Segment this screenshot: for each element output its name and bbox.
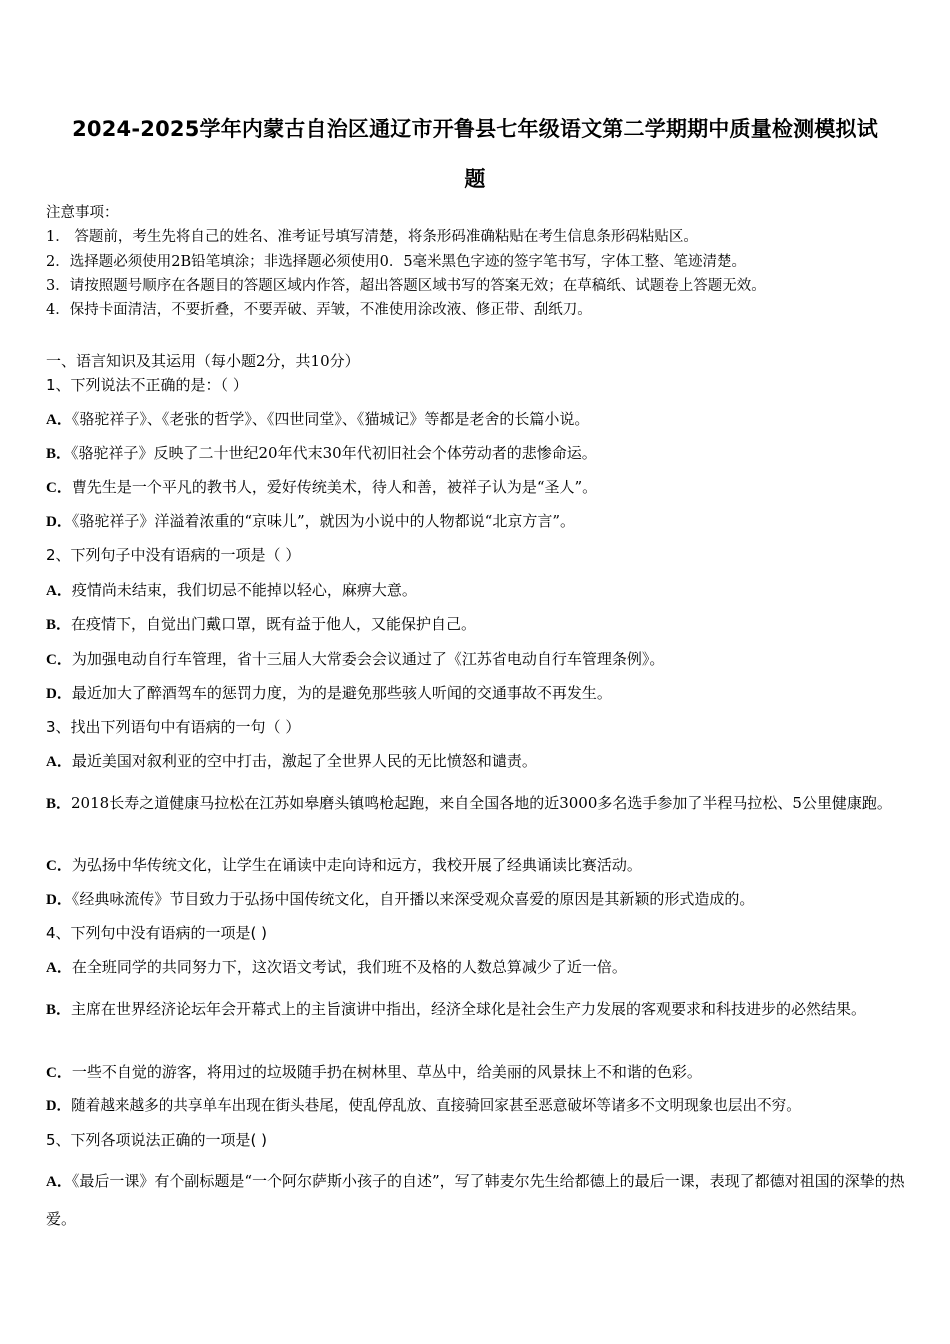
option-text: 《最后一课》有个副标题是“一个阿尔萨斯小孩子的自述”，写了韩麦尔先生给都德上的最后一课，表现了都德对祖国的深挚的热爱。	[46, 1172, 905, 1228]
option-label: A．	[46, 412, 72, 428]
question-2-option-a	[46, 580, 417, 601]
option-text: 2018长寿之道健康马拉松在江苏如皋磨头镇鸣枪起跑，来自全国各地的近3000多名选手参加了半程马拉松、5公里健康跑。	[71, 794, 892, 812]
option-label: C．	[46, 1065, 72, 1081]
option-label: A．	[46, 1174, 72, 1190]
question-2-option-b	[46, 614, 476, 635]
notice-item-4: 4．保持卡面清洁，不要折叠，不要弄破、弄皱，不准使用涂改液、修正带、刮纸刀。	[46, 302, 592, 318]
notice-item-3: 3．请按照题号顺序在各题目的答题区域内作答，超出答题区域书写的答案无效；在草稿纸、试题卷上答题无效。	[46, 278, 766, 294]
option-text: 最近美国对叙利亚的空中打击，激起了全世界人民的无比愤怒和谴责。	[71, 752, 537, 770]
option-label: C．	[46, 652, 72, 668]
option-label: B．	[46, 617, 72, 633]
question-1-option-c	[46, 477, 597, 498]
question-2-option-c	[46, 649, 664, 670]
option-label: D．	[46, 1098, 72, 1114]
option-label: A．	[46, 583, 72, 599]
option-label: C．	[46, 480, 72, 496]
option-label: A．	[46, 960, 72, 976]
question-4-option-c	[46, 1062, 702, 1083]
question-4-option-d	[46, 1096, 801, 1116]
option-text: 疫情尚未结束，我们切忌不能掉以轻心，麻痹大意。	[71, 581, 417, 599]
option-label: B．	[46, 796, 72, 812]
notice-heading: 注意事项：	[46, 205, 119, 221]
option-text: 《经典咏流传》节目致力于弘扬中国传统文化，自开播以来深受观众喜爱的原因是其新颖的形式造成的。	[71, 890, 755, 908]
option-label: C．	[46, 858, 72, 874]
question-1-option-b	[46, 443, 597, 464]
question-4-option-a	[46, 957, 627, 978]
question-4-option-b	[46, 991, 906, 1028]
exam-title-line1: 2024-2025学年内蒙古自治区通辽市开鲁县七年级语文第二学期期中质量检测模拟试	[72, 117, 878, 141]
question-2-stem: 2、下列句子中没有语病的一项是（ ）	[46, 546, 301, 564]
option-text: 《骆驼祥子》洋溢着浓重的“京味儿”，就因为小说中的人物都说“北京方言”。	[71, 512, 576, 530]
option-text: 曹先生是一个平凡的教书人，爱好传统美术，待人和善，被祥子认为是“圣人”。	[71, 478, 598, 496]
exam-title-line2: 题	[464, 167, 486, 191]
option-label: B．	[46, 1002, 72, 1018]
option-text: 一些不自觉的游客，将用过的垃圾随手扔在树林里、草丛中，给美丽的风景抹上不和谐的色彩。	[71, 1063, 702, 1081]
option-label: D．	[46, 892, 72, 908]
question-1-option-d	[46, 511, 575, 532]
option-text: 在全班同学的共同努力下，这次语文考试，我们班不及格的人数总算减少了近一倍。	[71, 958, 627, 976]
question-2-option-d	[46, 683, 612, 704]
option-text: 为弘扬中华传统文化，让学生在诵读中走向诗和远方，我校开展了经典诵读比赛活动。	[71, 856, 642, 874]
question-1-option-a	[46, 409, 589, 430]
question-5-option-a	[46, 1163, 906, 1238]
option-text: 为加强电动自行车管理，省十三届人大常委会会议通过了《江苏省电动自行车管理条例》。	[71, 650, 665, 668]
question-3-option-b	[46, 785, 906, 823]
question-4-stem: 4、下列句中没有语病的一项是( )	[46, 924, 268, 942]
section-heading: 一、语言知识及其运用（每小题2分，共10分）	[46, 352, 360, 370]
option-text: 《骆驼祥子》、《老张的哲学》、《四世同堂》、《猫城记》等都是老舍的长篇小说。	[71, 410, 590, 428]
notice-item-2: 2．选择题必须使用2B铅笔填涂；非选择题必须使用0．5毫米黑色字迹的签字笔书写，字体工整、笔迹清楚。	[46, 254, 747, 270]
question-3-option-d	[46, 889, 754, 910]
question-5-stem: 5、下列各项说法正确的一项是( )	[46, 1131, 268, 1149]
question-3-stem: 3、找出下列语句中有语病的一句（ ）	[46, 718, 301, 736]
option-text: 随着越来越多的共享单车出现在街头巷尾，使乱停乱放、直接骑回家甚至恶意破坏等诸多不文明现象也层出不穷。	[71, 1097, 801, 1114]
notice-item-1: 1． 答题前，考生先将自己的姓名、准考证号填写清楚，将条形码准确粘贴在考生信息条形码粘贴区。	[46, 229, 698, 245]
option-text: 最近加大了醉酒驾车的惩罚力度，为的是避免那些骇人听闻的交通事故不再发生。	[71, 684, 612, 702]
option-label: A．	[46, 754, 72, 770]
option-text: 主席在世界经济论坛年会开幕式上的主旨演讲中指出，经济全球化是社会生产力发展的客观要求和科技进步的必然结果。	[71, 1000, 867, 1018]
question-3-option-a	[46, 751, 537, 772]
option-label: D．	[46, 514, 72, 530]
option-label: D．	[46, 686, 72, 702]
option-text: 在疫情下，自觉出门戴口罩，既有益于他人，又能保护自己。	[71, 615, 477, 633]
question-1-stem: 1、下列说法不正确的是：（ ）	[46, 376, 248, 394]
option-label: B．	[46, 446, 72, 462]
question-3-option-c	[46, 855, 642, 876]
option-text: 《骆驼祥子》反映了二十世纪20年代末30年代初旧社会个体劳动者的悲惨命运。	[71, 444, 597, 462]
